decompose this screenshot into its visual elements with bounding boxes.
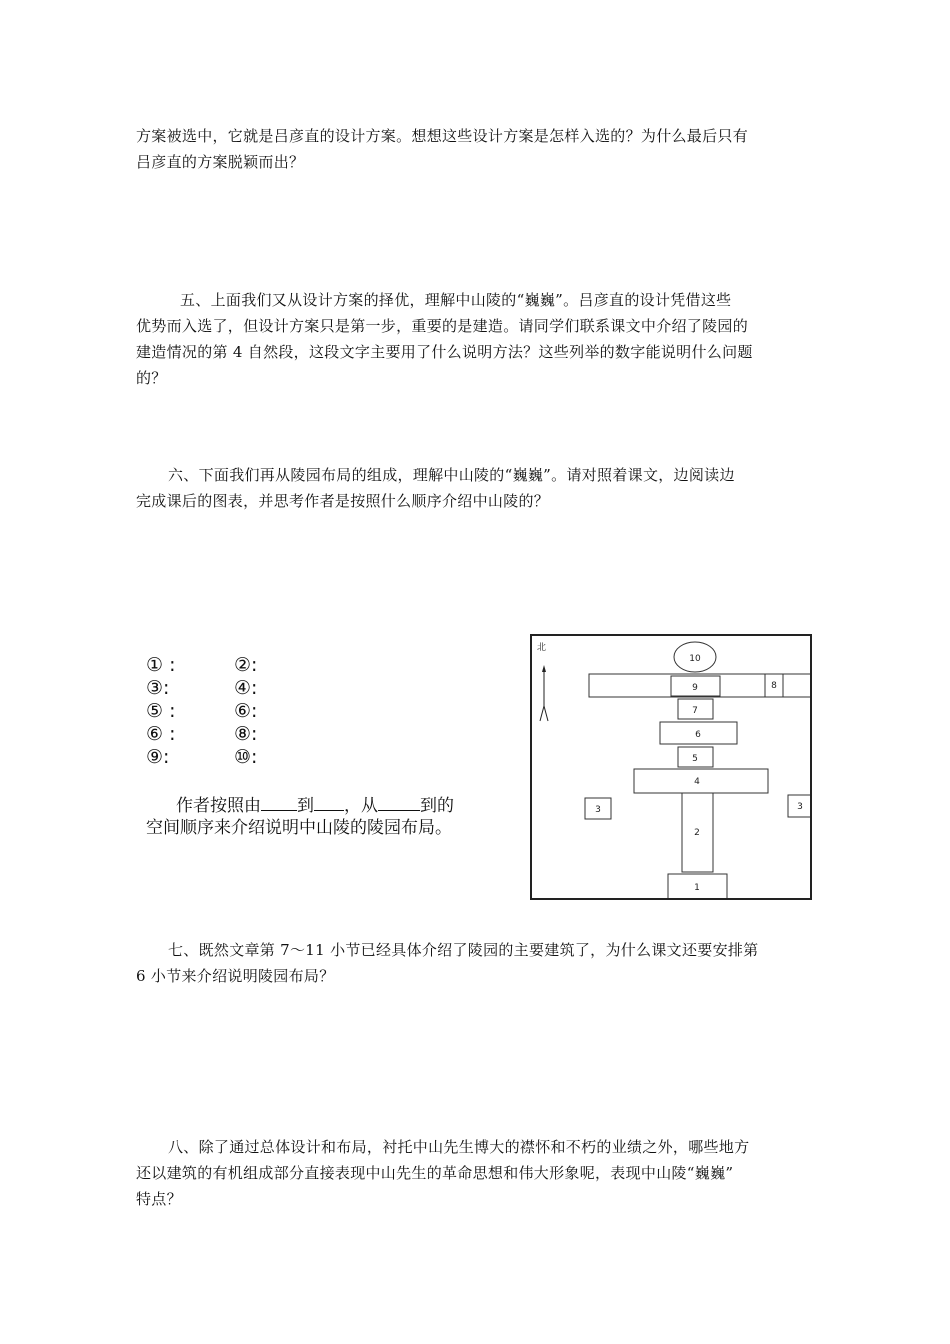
list-label: ⑨:: [146, 746, 170, 768]
label-8: 8: [771, 681, 777, 691]
list-item: [146, 723, 346, 746]
fill-text: 到: [297, 796, 314, 816]
text-line: 七、既然文章第 7～11 小节已经具体介绍了陵园的主要建筑了，为什么课文还要安排第: [168, 941, 759, 959]
layout-answer-list: [146, 654, 346, 769]
answer-blank[interactable]: [314, 794, 344, 811]
list-label: ⑧:: [234, 723, 258, 745]
north-label: 北: [537, 643, 547, 653]
list-item: [146, 677, 346, 700]
text-line: 优势而入选了，但设计方案只是第一步，重要的是建造。请同学们联系课文中介绍了陵园的: [136, 317, 749, 335]
label-5: 5: [692, 754, 698, 764]
list-label: ⑥ :: [146, 723, 176, 745]
fill-in-sentence: [146, 794, 456, 839]
fill-text: 到: [420, 796, 437, 816]
list-item: [146, 654, 346, 677]
text-line: 建造情况的第 4 自然段，这段文字主要用了什么说明方法？这些列举的数字能说明什么问题: [136, 343, 753, 361]
list-label: ④:: [234, 677, 258, 699]
fill-text: ，从: [344, 796, 378, 816]
label-3-left: 3: [595, 805, 601, 815]
mausoleum-layout-diagram: [530, 634, 812, 900]
fill-text: 作者按照由: [176, 796, 261, 816]
list-label: ⑤ :: [146, 700, 176, 722]
text-line: 的？: [136, 369, 167, 387]
label-1: 1: [694, 883, 700, 893]
text-line: 6 小节来介绍说明陵园布局？: [136, 967, 335, 985]
label-10: 10: [689, 654, 701, 664]
paragraph-question-8: [136, 1134, 816, 1212]
text-line: 还以建筑的有机组成部分直接表现中山先生的革命思想和伟大形象呢，表现中山陵“巍巍”: [136, 1164, 734, 1182]
paragraph-question-6: [136, 462, 816, 514]
building-4: [634, 769, 768, 793]
text-line: 完成课后的图表，并思考作者是按照什么顺序介绍中山陵的？: [136, 492, 550, 510]
text-line: 六、下面我们再从陵园布局的组成，理解中山陵的“巍巍”。请对照着课文，边阅读边: [168, 466, 735, 484]
list-label: ① :: [146, 654, 176, 676]
list-label: ⑥:: [234, 700, 258, 722]
list-label: ③:: [146, 677, 170, 699]
label-9: 9: [692, 683, 698, 693]
label-6: 6: [695, 730, 701, 740]
north-arrow-icon: [540, 665, 548, 721]
list-label: ②:: [234, 654, 258, 676]
text-line: 五、上面我们又从设计方案的择优，理解中山陵的“巍巍”。吕彦直的设计凭借这些: [180, 291, 732, 309]
text-line: 八、除了通过总体设计和布局，衬托中山先生博大的襟怀和不朽的业绩之外，哪些地方: [168, 1138, 750, 1156]
label-4: 4: [694, 777, 700, 787]
answer-blank[interactable]: [378, 794, 420, 811]
list-item: [146, 746, 346, 769]
label-2: 2: [694, 828, 700, 838]
paragraph-question-5: [136, 287, 816, 391]
paragraph-question-7: [136, 937, 816, 989]
list-item: [146, 700, 346, 723]
fill-text: 的空间顺序来介绍说明中山陵的陵园布局。: [146, 796, 454, 838]
text-line: 方案被选中，它就是吕彦直的设计方案。想想这些设计方案是怎样入选的？为什么最后只有: [136, 127, 749, 145]
text-line: 吕彦直的方案脱颖而出？: [136, 153, 305, 171]
text-line: 特点？: [136, 1190, 182, 1208]
list-label: ⑩:: [234, 746, 258, 768]
label-7: 7: [692, 706, 698, 716]
label-3-right: 3: [797, 802, 803, 812]
answer-blank[interactable]: [261, 794, 297, 811]
paragraph-design-selection: [136, 123, 816, 175]
layout-svg: [532, 636, 810, 898]
